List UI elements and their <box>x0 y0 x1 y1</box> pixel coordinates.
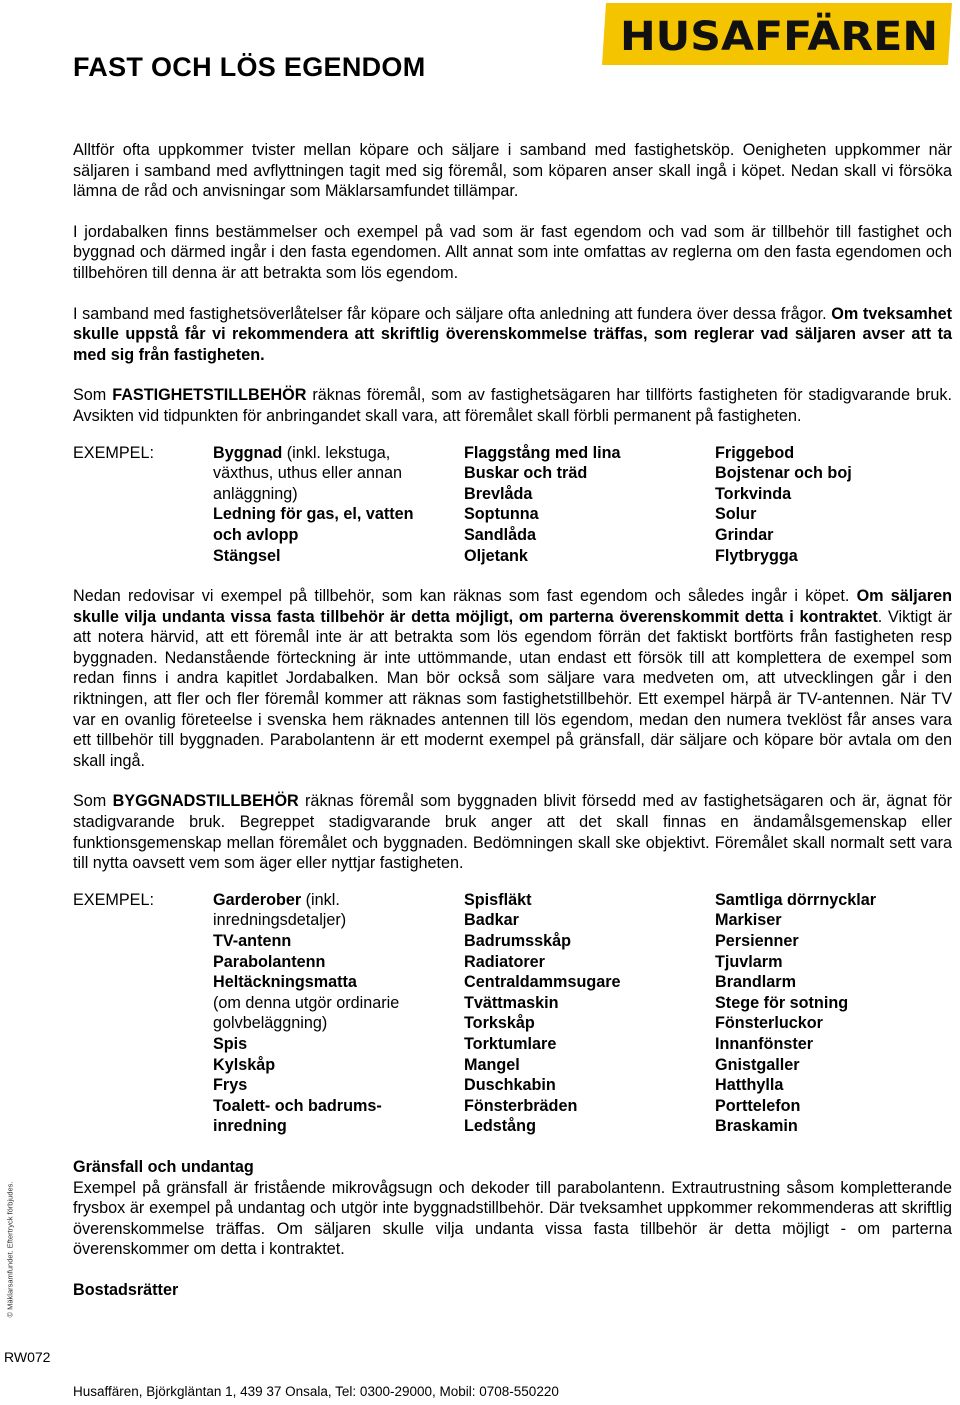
examples-column-3 <box>715 890 952 1137</box>
list-item: Samtliga dörrnycklar <box>715 890 877 909</box>
byggnadstillbehor-text: räknas föremål som byggnaden blivit försedd med av fastighetsägaren och är, ägnat för stadigvarande bruk. Begreppet stadigvarande bruk anger att det skall finnas en ändamålsgemenskap eller funktionsgemenskap mellan föremålet och byggnaden. Bedömningen skall ske objektivt. Föremålet skall normalt sett vara till nytta oavsett vem som äger eller nyttjar fastigheten. <box>73 792 952 873</box>
copyright-notice: © Mäklarsamfundet. Eftertryck förbjudes. <box>5 1181 15 1318</box>
list-item: Oljetank <box>464 546 528 565</box>
document-id: RW072 <box>4 1349 51 1365</box>
list-item: inredningsdetaljer) <box>213 911 347 930</box>
logo-text: HUSAFFÄREN <box>620 14 919 60</box>
bostadsratter-heading: Bostadsrätter <box>73 1280 179 1299</box>
list-item: Spis <box>213 1034 248 1053</box>
page-title: FAST OCH LÖS EGENDOM <box>73 52 426 82</box>
list-item: Markiser <box>715 911 782 930</box>
list-item: växthus, uthus eller annan <box>213 464 402 483</box>
recommendation-text: I samband med fastighetsöverlåtelser får köpare och säljare ofta anledning att fundera över dessa frågor. <box>73 304 832 323</box>
list-item: Toalett- och badrums- <box>213 1096 382 1115</box>
list-item-rest: (inkl. <box>301 890 340 909</box>
list-item: TV-antenn <box>213 932 292 950</box>
list-item: Heltäckningsmatta <box>213 973 357 992</box>
company-logo <box>602 3 952 65</box>
recommendation-paragraph <box>73 304 952 366</box>
list-item: och avlopp <box>213 525 299 544</box>
list-item: Ledstång <box>464 1117 536 1136</box>
tillbehor-bold: Om säljaren skulle vilja undanta vissa fasta tillbehör är detta möjligt, om parterna överenskommit detta i kontraktet <box>73 587 952 626</box>
examples-column-3 <box>715 443 952 567</box>
byggnadstillbehor-paragraph <box>73 791 952 873</box>
examples-byggnadstillbehor <box>73 890 952 1137</box>
list-item-rest: (inkl. lekstuga, <box>282 443 391 462</box>
list-item: Bojstenar och boj <box>715 464 852 483</box>
list-item: Torktumlare <box>464 1034 557 1053</box>
list-item: Frys <box>213 1076 248 1095</box>
tillbehor-paragraph <box>73 586 952 771</box>
list-item: Parabolantenn <box>213 952 326 971</box>
list-item: Braskamin <box>715 1117 798 1136</box>
list-item: Friggebod <box>715 443 795 462</box>
list-item: Stängsel <box>213 546 281 565</box>
tillbehor-text-1: Nedan redovisar vi exempel på tillbehör, som kan räknas som fast egendom och således ingår i köpet. <box>73 587 857 606</box>
list-item: Porttelefon <box>715 1096 801 1115</box>
list-item: Ledning för gas, el, vatten <box>213 505 414 524</box>
list-item: Kylskåp <box>213 1055 276 1074</box>
list-item <box>213 890 464 911</box>
list-item: Grindar <box>715 525 774 544</box>
list-item-bold: Garderober <box>213 890 302 909</box>
list-item: Fönsterbräden <box>464 1096 578 1115</box>
list-item: anläggning) <box>213 484 298 503</box>
list-item: Spisfläkt <box>464 890 532 909</box>
list-item: inredning <box>213 1117 287 1136</box>
list-item: Hatthylla <box>715 1076 784 1095</box>
list-item: Brandlarm <box>715 973 796 992</box>
list-item: Tvättmaskin <box>464 993 559 1012</box>
byggnadstillbehor-pre: Som <box>73 792 113 811</box>
list-item: Sandlåda <box>464 525 536 544</box>
list-item: Gnistgaller <box>715 1055 800 1074</box>
list-item: Flaggstång med lina <box>464 443 621 462</box>
fastighetstillbehor-pre: Som <box>73 386 113 405</box>
intro-paragraph-2: I jordabalken finns bestämmelser och exempel på vad som är fast egendom och vad som är tillbehör till fastighet och byggnad och därmed ingår i den fasta egendomen. Allt annat som inte omfattas av reglerna om den fasta egendomen och tillbehören till denna är att betrakta som lös egendom. <box>73 222 952 282</box>
fastighetstillbehor-term: FASTIGHETSTILLBEHÖR <box>112 386 307 405</box>
examples-column-1 <box>213 443 464 567</box>
examples-column-1 <box>213 890 464 1137</box>
list-item: Fönsterluckor <box>715 1014 823 1033</box>
recommendation-bold: Om tveksamhet skulle uppstå får vi rekommendera att skriftlig överenskommelse träffas, som reglerar vad säljaren avser att ta med sig från fastigheten. <box>73 304 953 364</box>
page-footer: Husaffären, Björkgläntan 1, 439 37 Onsala, Tel: 0300-29000, Mobil: 0708-550220 <box>73 1384 559 1399</box>
list-item: Soptunna <box>464 505 539 524</box>
examples-column-2 <box>464 443 715 567</box>
list-item: Stege för sotning <box>715 993 849 1012</box>
list-item: Torkskåp <box>464 1014 535 1033</box>
list-item: Tjuvlarm <box>715 952 783 971</box>
list-item: golvbeläggning) <box>213 1014 328 1033</box>
examples-label: EXEMPEL: <box>73 443 154 462</box>
fastighetstillbehor-text: räknas föremål, som av fastighetsägaren har tillförts fastigheten för stadigvarande bruk. Avsikten vid tidpunkten för anbringandet skall vara, att föremålet skall förbli permanent på fastigheten. <box>73 386 952 425</box>
list-item: Torkvinda <box>715 484 792 503</box>
list-item: Persienner <box>715 932 799 950</box>
examples-fastighetstillbehor <box>73 443 952 567</box>
list-item: Duschkabin <box>464 1076 556 1095</box>
list-item <box>213 443 464 464</box>
list-item: (om denna utgör ordinarie <box>213 993 400 1012</box>
list-item: Badkar <box>464 911 519 930</box>
list-item: Flytbrygga <box>715 546 798 565</box>
list-item: Brevlåda <box>464 484 533 503</box>
list-item: Radiatorer <box>464 952 545 971</box>
list-item: Mangel <box>464 1055 520 1074</box>
list-item: Badrumsskåp <box>464 932 572 950</box>
tillbehor-text-2: . Viktigt är att notera härvid, att ett föremål inte är att betrakta som lös egendom förrän det faktiskt bortförts från fastigheten resp byggnaden. Nedanstående förteckning är inte uttömmande, utan endast ett försök till att komplettera de exempel som redan finns i andra kapitlet Jordabalken. Man bör också som säljare vara medveten om, att utvecklingen går i den riktningen, att fler och fler föremål kommer att räknas som fastighetstillbehör. Ett exempel härpå är TV-antennen. När TV var en ovanlig företeelse i svenska hem räknades antennen till lös egendom, medan den numera tveklöst får anses vara ett tillbehör till byggnaden. Parabolantenn är ett modernt exempel på gränsfall, där säljare och köpare bör avtala om den skall ingå. <box>73 607 952 770</box>
examples-column-2 <box>464 890 715 1137</box>
intro-paragraph-1: Alltför ofta uppkommer tvister mellan köpare och säljare i samband med fastighetsköp. Oenigheten uppkommer när säljaren i samband med avflyttningen tagit med sig föremål, som köparen anser skall ingå i köpet. Nedan skall vi försöka lämna de råd och anvisningar som Mäklarsamfundet tillämpar. <box>73 141 952 201</box>
list-item-bold: Byggnad <box>213 443 283 462</box>
list-item: Buskar och träd <box>464 464 588 483</box>
list-item: Solur <box>715 505 757 524</box>
document-body <box>73 140 952 1301</box>
list-item: Innanfönster <box>715 1034 814 1053</box>
gransfall-heading: Gränsfall och undantag <box>73 1157 254 1176</box>
gransfall-paragraph: Exempel på gränsfall är fristående mikrovågsugn och dekoder till parabolantenn. Extrautrustning såsom kompletterande frysbox är exempel på undantag och utgör inte byggnadstillbehör. Där tveksamhet uppkommer rekommenderas att skriftlig överenskommelse träffas. Om säljaren skulle vilja undanta vissa fasta tillbehör är detta möjligt - om parterna överenskommer om detta i kontraktet. <box>73 1178 952 1259</box>
byggnadstillbehor-term: BYGGNADSTILLBEHÖR <box>112 792 299 811</box>
list-item: Centraldammsugare <box>464 973 621 992</box>
examples-label: EXEMPEL: <box>73 890 154 909</box>
fastighetstillbehor-paragraph <box>73 385 952 426</box>
